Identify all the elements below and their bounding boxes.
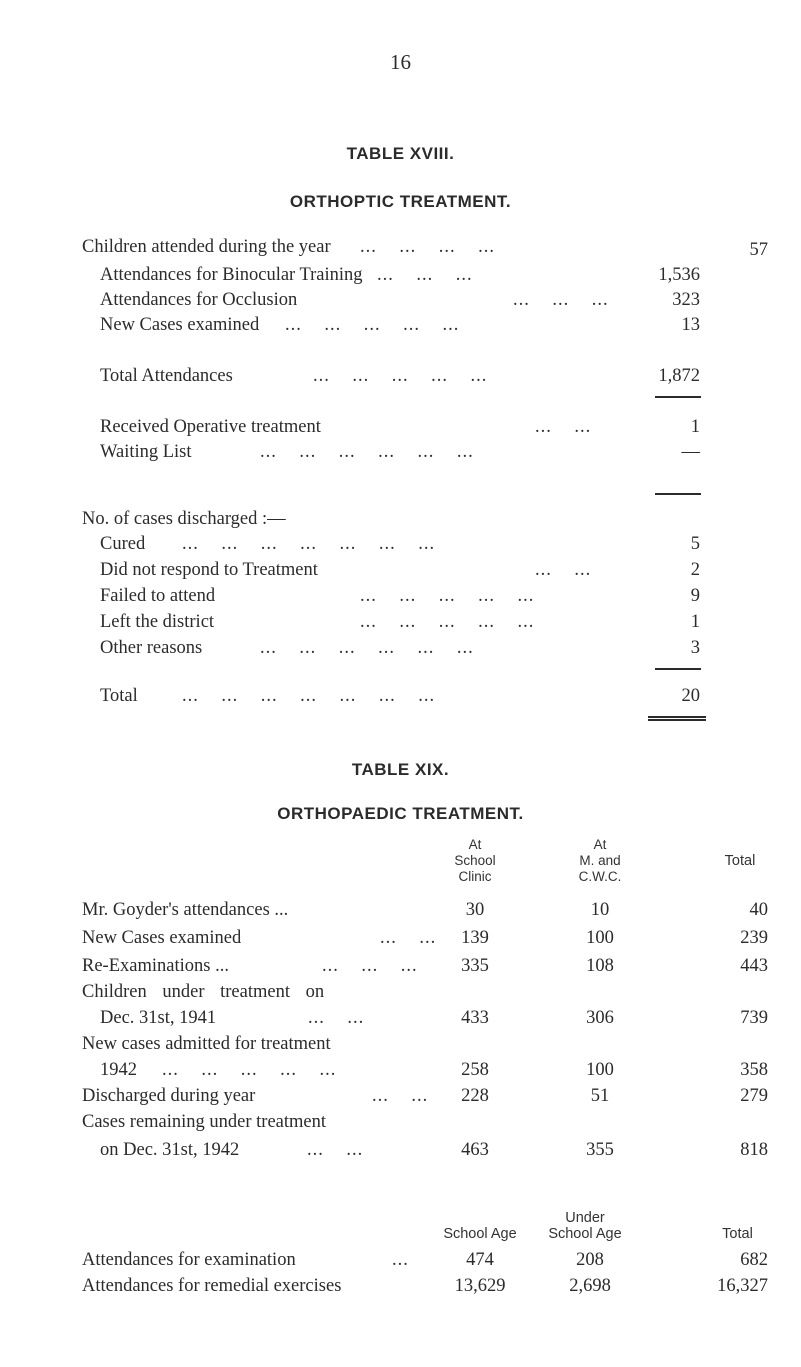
col-header-lower-total: Total <box>722 1226 753 1242</box>
header-line: C.W.C. <box>578 869 622 884</box>
row-value: 323 <box>672 290 700 310</box>
leader-dots: ... ... ... <box>513 290 609 310</box>
leader-dots: ... ... <box>307 1140 364 1160</box>
cell-school-age: 474 <box>466 1250 494 1270</box>
leader-dots: ... ... ... ... ... <box>285 315 460 335</box>
table18-subtitle: ORTHOPTIC TREATMENT. <box>289 192 512 211</box>
table19-row-label-cont <box>100 1008 365 1029</box>
cell-school-clinic: 433 <box>461 1008 489 1028</box>
row-value: 57 <box>749 240 768 260</box>
table19-row-label: Cases remaining under treatment <box>82 1112 327 1132</box>
cell-lower-total: 16,327 <box>717 1276 768 1296</box>
row-value: 13 <box>681 315 700 335</box>
label-text: 1942 <box>100 1060 137 1080</box>
leader-dots: ... ... ... ... ... ... <box>260 442 474 462</box>
cell-school-clinic: 139 <box>461 928 489 948</box>
cell-lower-total: 682 <box>740 1250 768 1270</box>
row-label: Received Operative treatment <box>100 417 321 437</box>
table19-title: TABLE XIX. <box>351 760 450 779</box>
col-header-school-clinic <box>430 837 520 885</box>
cell-under-school-age: 208 <box>576 1250 604 1270</box>
table19-row-label: Children under treatment on <box>82 982 325 1002</box>
double-rule <box>648 716 706 721</box>
header-line: M. and <box>579 853 621 868</box>
row-label: Failed to attend <box>100 586 216 606</box>
page-number: 16 <box>390 50 411 74</box>
leader-dots: ... ... ... <box>322 956 418 976</box>
row-label: Attendances for Occlusion <box>100 290 298 310</box>
leader-dots: ... ... ... ... ... ... ... <box>182 686 436 706</box>
cell-school-age: 13,629 <box>454 1276 506 1296</box>
leader-dots: ... ... ... ... ... <box>162 1060 337 1080</box>
table19-row-label-cont <box>100 1140 364 1161</box>
header-line: School <box>454 853 496 868</box>
cell-school-clinic: 30 <box>465 900 485 920</box>
label-text: on Dec. 31st, 1942 <box>100 1140 240 1160</box>
label-text: Dec. 31st, 1941 <box>100 1008 217 1028</box>
label-text: Discharged during year <box>82 1086 256 1106</box>
row-value: 20 <box>681 686 700 706</box>
leader-dots: ... ... <box>372 1086 429 1106</box>
col-header-total: Total <box>724 853 756 869</box>
discharged-heading: No. of cases discharged :— <box>82 509 286 529</box>
label-text: Attendances for examination <box>82 1250 296 1270</box>
lower-row-label: Attendances for remedial exercises <box>82 1276 342 1296</box>
leader-dots: ... ... <box>535 417 592 437</box>
row-label: Other reasons <box>100 638 203 658</box>
section-rule <box>655 493 701 495</box>
leader-dots: ... ... ... <box>377 265 473 285</box>
leader-dots: ... ... ... ... ... ... <box>260 638 474 658</box>
lower-row-label <box>82 1250 409 1271</box>
row-value: 2 <box>690 560 700 580</box>
col-header-school-age: School Age <box>443 1226 517 1242</box>
row-label: Total <box>100 686 138 706</box>
header-line: School Age <box>548 1226 622 1242</box>
row-value: — <box>681 442 700 462</box>
row-value: 1,536 <box>658 265 700 285</box>
row-label: New Cases examined <box>100 315 260 335</box>
cell-total: 40 <box>749 900 768 920</box>
cell-mcwc: 100 <box>586 928 614 948</box>
cell-school-clinic: 463 <box>461 1140 489 1160</box>
row-value: 1,872 <box>658 366 700 386</box>
cell-total: 443 <box>740 956 768 976</box>
table19-row-label-cont <box>100 1060 337 1081</box>
cell-mcwc: 10 <box>590 900 610 920</box>
row-value: 1 <box>690 612 700 632</box>
col-header-under-school-age <box>530 1210 640 1242</box>
total-rule <box>655 396 701 398</box>
cell-total: 739 <box>740 1008 768 1028</box>
label-text: New Cases examined <box>82 928 242 948</box>
cell-mcwc: 108 <box>586 956 614 976</box>
row-label: Did not respond to Treatment <box>100 560 318 580</box>
header-line: Clinic <box>458 869 492 884</box>
header-line: At <box>593 837 607 852</box>
label-text: Re-Examinations ... <box>82 956 229 976</box>
leader-dots: ... ... ... ... ... ... ... <box>182 534 436 554</box>
leader-dots: ... ... <box>380 928 437 948</box>
row-label: Waiting List <box>100 442 192 462</box>
row-label: Cured <box>100 534 146 554</box>
table19-row-label: New cases admitted for treatment <box>82 1034 331 1054</box>
cell-total: 239 <box>740 928 768 948</box>
cell-school-clinic: 258 <box>461 1060 489 1080</box>
leader-dots: ... <box>392 1250 409 1270</box>
header-line: At <box>468 837 482 852</box>
cell-total: 279 <box>740 1086 768 1106</box>
leader-dots: ... ... ... ... <box>360 237 495 257</box>
cell-under-school-age: 2,698 <box>569 1276 611 1296</box>
table18-title: TABLE XVIII. <box>346 144 455 163</box>
leader-dots: ... ... ... ... ... <box>360 586 535 606</box>
row-label: Left the district <box>100 612 215 632</box>
table19-row-label: Mr. Goyder's attendances ... <box>82 900 289 920</box>
cell-mcwc: 100 <box>586 1060 614 1080</box>
row-value: 1 <box>690 417 700 437</box>
cell-total: 358 <box>740 1060 768 1080</box>
col-header-mcwc <box>555 837 645 885</box>
row-value: 9 <box>690 586 700 606</box>
header-line: Under <box>565 1210 605 1226</box>
cell-school-clinic: 228 <box>461 1086 489 1106</box>
total-rule <box>655 668 701 670</box>
leader-dots: ... ... <box>308 1008 365 1028</box>
cell-mcwc: 306 <box>586 1008 614 1028</box>
row-label: Total Attendances <box>100 366 233 386</box>
cell-mcwc: 355 <box>586 1140 614 1160</box>
row-label: Children attended during the year <box>82 237 331 257</box>
leader-dots: ... ... ... ... ... <box>360 612 535 632</box>
row-label: Attendances for Binocular Training <box>100 265 363 285</box>
row-value: 5 <box>690 534 700 554</box>
table19-row-label <box>82 956 418 977</box>
cell-total: 818 <box>740 1140 768 1160</box>
cell-school-clinic: 335 <box>461 956 489 976</box>
leader-dots: ... ... <box>535 560 592 580</box>
table19-row-label <box>82 928 437 949</box>
row-value: 3 <box>690 638 700 658</box>
table19-row-label <box>82 1086 429 1107</box>
leader-dots: ... ... ... ... ... <box>313 366 488 386</box>
table19-subtitle: ORTHOPAEDIC TREATMENT. <box>277 804 524 823</box>
cell-mcwc: 51 <box>590 1086 610 1106</box>
